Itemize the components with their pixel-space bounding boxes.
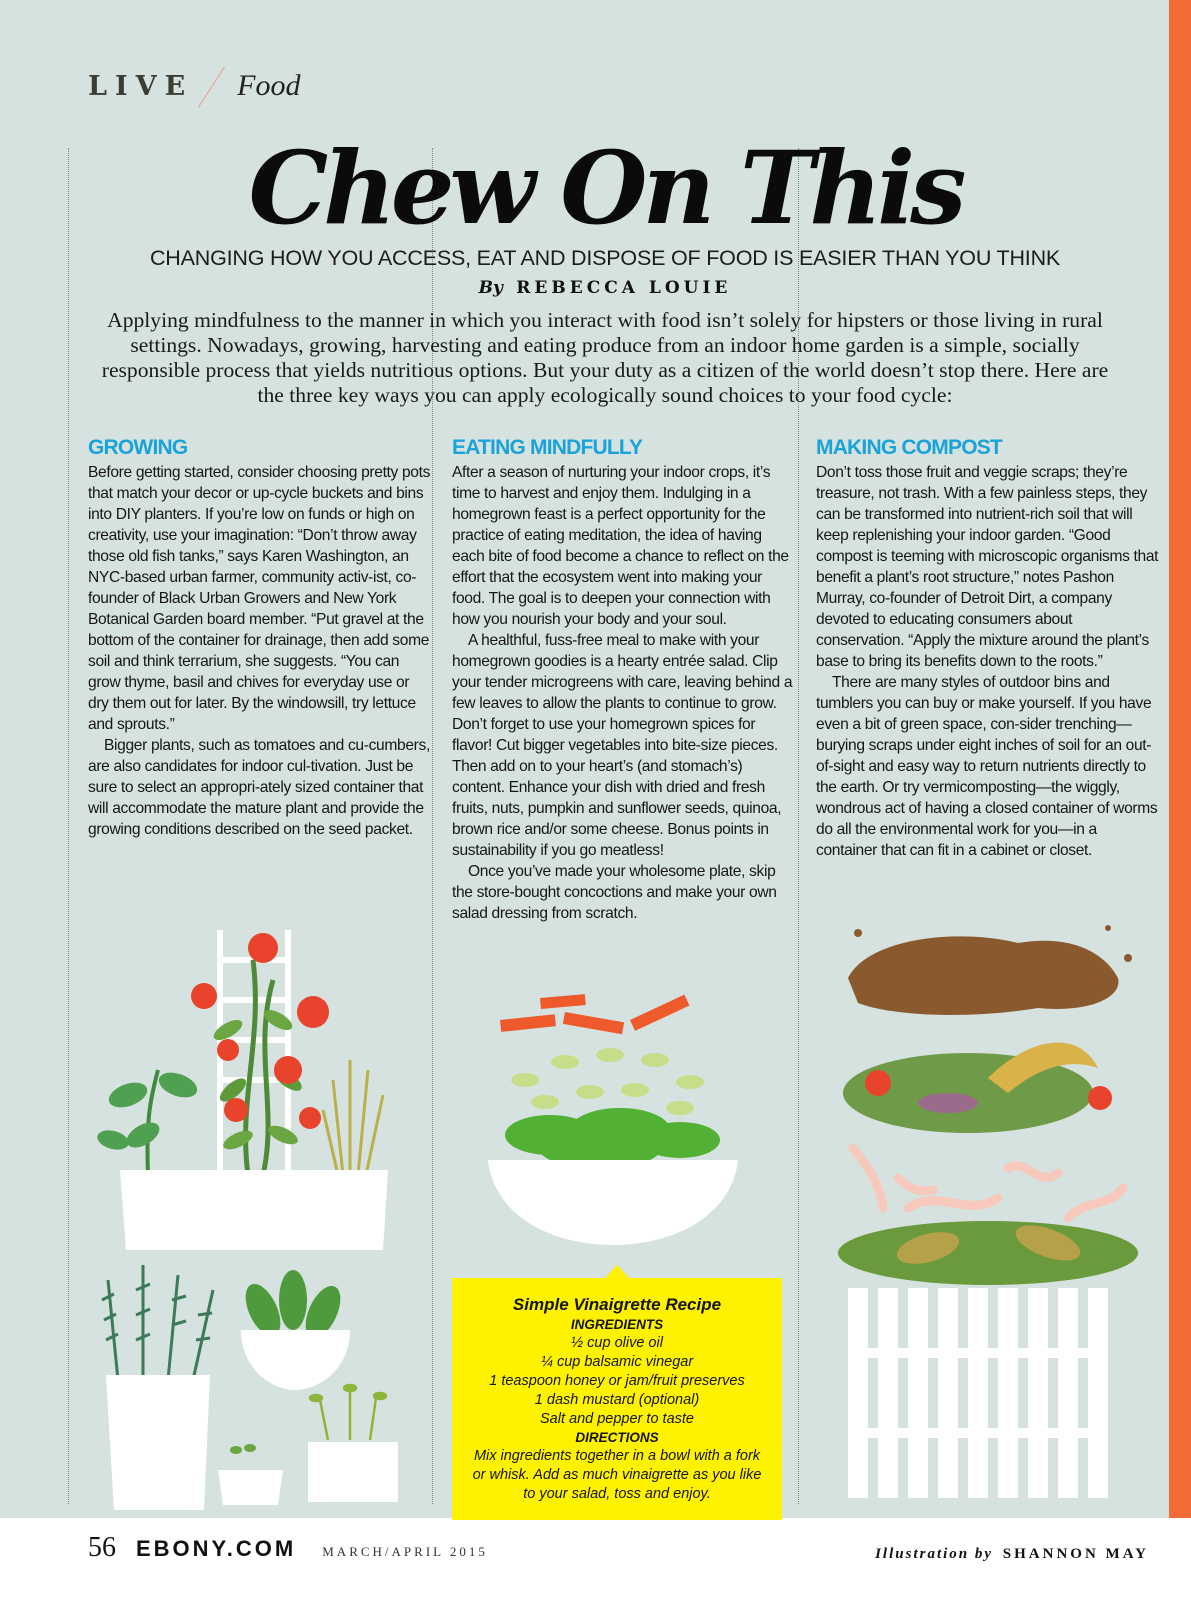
leaf-litter-icon	[838, 1218, 1138, 1285]
sprout-tray-icon	[308, 1442, 398, 1502]
section-tag	[88, 66, 300, 106]
byline-prefix: By	[478, 278, 503, 298]
plant-pots-illustration	[88, 920, 418, 1510]
tomato-vine-icon	[191, 933, 329, 1175]
directions-heading: DIRECTIONS	[575, 1430, 659, 1445]
basil-icon	[95, 1068, 200, 1175]
column-eating-mindfully	[452, 436, 797, 924]
planter-box-icon	[120, 1170, 388, 1250]
salad-bowl-icon	[488, 1160, 738, 1245]
seedling-icon	[230, 1444, 256, 1454]
column-paragraph: A healthful, fuss-free meal to make with your homegrown goodies is a hearty entrée salad. Clip your tender microgreens with care, leaving behind a few leaves to allow the plants to continue to grow. Don’t forget to use your homegrown spices for flavor! Cut bigger vegetables into bite-size pieces. Then add on to your heart’s (and stomach’s) content. Enhance your dish with dried and fresh fruits, nuts, pumpkin and sunflower seeds, quinoa, brown rice and/or some cheese. Bonus points in sustainability if you go meatless!	[452, 632, 793, 859]
recipe-box	[452, 1278, 782, 1520]
ingredient-item: 1 teaspoon honey or jam/fruit preserves	[489, 1373, 745, 1389]
bowl-pot-icon	[241, 1330, 350, 1390]
column-heading: EATING MINDFULLY	[452, 436, 643, 459]
column-heading: GROWING	[88, 436, 188, 459]
small-dish-icon	[218, 1470, 283, 1505]
credit-prefix: Illustration by	[875, 1546, 994, 1562]
rosemary-icon	[102, 1265, 213, 1380]
column-rule-left	[68, 148, 69, 1504]
column-paragraph: There are many styles of outdoor bins and tumblers you can buy or make yourself. If you have even a bit of green space, con-sider trenching—burying scraps under eight inches of soil for an out-of-sight and easy way to return nutrients directly to the earth. Or try vermicomposting—the wiggly, wondrous act of having a closed container of worms do all the environmental work for you—in a container that can fit in a cabinet or closet.	[816, 674, 1158, 859]
ingredient-item: Salt and pepper to taste	[540, 1411, 694, 1427]
column-heading: MAKING COMPOST	[816, 436, 1002, 459]
swirl-pot-icon	[106, 1375, 210, 1510]
ingredient-item: 1 dash mustard (optional)	[534, 1392, 700, 1408]
issue-date: MARCH/APRIL 2015	[322, 1544, 488, 1559]
food-scraps-icon	[843, 1043, 1112, 1133]
credit-name: SHANNON MAY	[1002, 1546, 1149, 1562]
column-paragraph: Bigger plants, such as tomatoes and cu-cumbers, are also candidates for indoor cul-tivation. Just be sure to select an appropri-ately sized container that will accommodate the mature plant and provide the growing conditions described on the seed packet.	[88, 737, 430, 838]
column-paragraph: Before getting started, consider choosing pretty pots that match your decor or up-cycle buckets and bins into DIY planters. If you’re low on funds or high on creativity, use your imagination: “Don’t throw away those old fish tanks,” says Karen Washington, an NYC-based urban farmer, community activ-ist, co-founder of Black Urban Growers and New York Botanical Garden board member. “Put gravel at the bottom of the container for drainage, then add some soil and think terrarium, she suggests. “You can grow thyme, basil and chives for everyday use or dry them out for later. By the windowsill, try lettuce and sprouts.”	[88, 464, 431, 733]
section-kicker: LIVE	[88, 70, 194, 102]
ingredient-item: ¼ cup balsamic vinegar	[540, 1354, 694, 1370]
site-name: EBONY.COM	[136, 1536, 297, 1561]
column-making-compost	[816, 436, 1161, 861]
article-subtitle: CHANGING HOW YOU ACCESS, EAT AND DISPOSE OF FOOD IS EASIER THAN YOU THINK	[149, 246, 1061, 270]
illustration-credit	[875, 1546, 1149, 1563]
ingredients-heading: INGREDIENTS	[570, 1317, 664, 1332]
column-paragraph: Once you’ve made your wholesome plate, skip the store-bought concoctions and make your own salad dressing from scratch.	[452, 863, 777, 922]
compost-bin-icon	[848, 1288, 1108, 1498]
slash-divider	[197, 66, 227, 106]
chives-icon	[323, 1060, 383, 1175]
salad-bowl-illustration	[470, 990, 770, 1260]
byline-author: REBECCA LOUIE	[516, 278, 732, 298]
worms-icon	[853, 1148, 1123, 1218]
section-category: Food	[237, 69, 301, 102]
soil-icon	[848, 925, 1132, 1015]
sprouts-icon	[310, 1385, 386, 1440]
footer-folio	[88, 1532, 488, 1572]
column-paragraph: Don’t toss those fruit and veggie scraps; they’re treasure, not trash. With a few painless steps, they can be transformed into nutrient-rich soil that will keep replenishing your indoor garden. “Good compost is teeming with microscopic organisms that benefit a plant’s root structure,” notes Pashon Murray, co-founder of Detroit Dirt, a company devoted to educating consumers about conservation. “Apply the mixture around the plant’s base to bring its benefits down to the roots.”	[816, 464, 1159, 670]
column-growing	[88, 436, 433, 840]
directions-text: Mix ingredients together in a bowl with a fork or whisk. Add as much vinaigrette as you like to your salad, toss and enjoy.	[472, 1448, 762, 1502]
compost-illustration	[838, 918, 1148, 1508]
article-title: Chew On This	[248, 129, 962, 247]
page-number: 56	[88, 1532, 116, 1563]
carrot-sticks-icon	[500, 994, 689, 1034]
recipe-title: Simple Vinaigrette Recipe	[512, 1295, 722, 1314]
greens-icon	[505, 1108, 720, 1168]
accent-bar	[1169, 0, 1191, 1518]
article-intro: Applying mindfulness to the manner in which you interact with food isn’t solely for hipsters or those living in rural settings. Nowadays, growing, harvesting and eating produce from an indoor home garden is a simple, socially responsible process that yields nutritious options. But your duty as a citizen of the world doesn’t stop there. Here are the three key ways you can apply ecologically sound choices to your food cycle:	[101, 308, 1109, 407]
column-paragraph: After a season of nurturing your indoor crops, it’s time to harvest and enjoy them. Indulging in a homegrown feast is a perfect opportunity for the practice of eating meditation, the idea of having each bite of food become a chance to reflect on the effort that the ecosystem went into making your food. The goal is to deepen your connection with how you nourish your body and your soul.	[452, 464, 789, 628]
cucumber-slices-icon	[511, 1048, 704, 1115]
ingredient-item: ½ cup olive oil	[571, 1335, 663, 1351]
byline	[90, 278, 1120, 298]
